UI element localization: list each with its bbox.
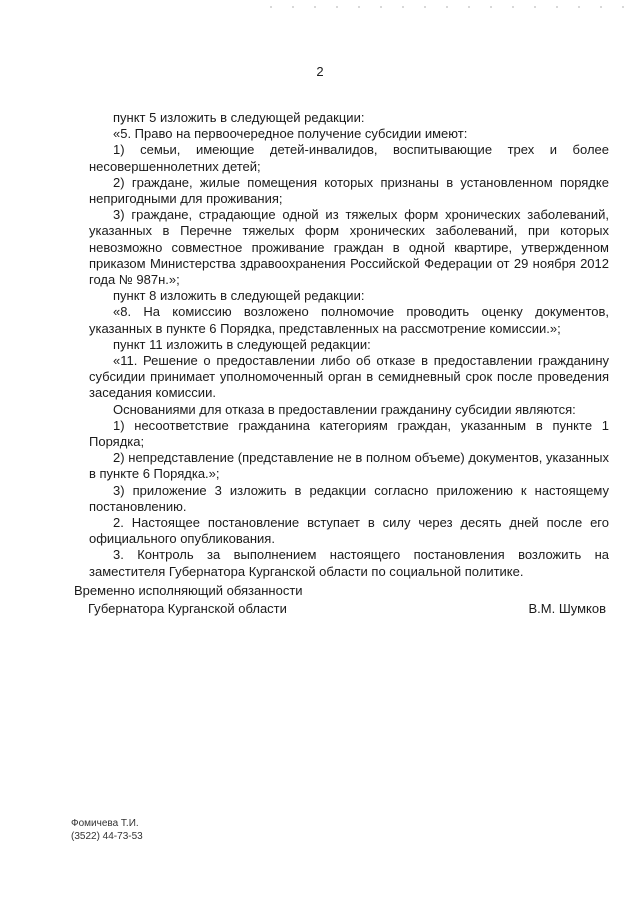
page-number: 2: [316, 64, 324, 79]
paragraph: «11. Решение о предоставлении либо об отказе в предоставлении гражданину субсидии принимает уполномоченный орган в семидневный срок после проведения заседания комиссии.: [89, 353, 609, 401]
signature-block: [74, 582, 614, 618]
paragraph: 3. Контроль за выполнением настоящего постановления возложить на заместителя Губернатора Курганской области по социальной политике.: [89, 547, 609, 579]
paragraph: 2. Настоящее постановление вступает в силу через десять дней после его официального опубликования.: [89, 515, 609, 547]
paragraph: пункт 8 изложить в следующей редакции:: [113, 288, 365, 304]
signer-name: В.М. Шумков: [528, 601, 606, 616]
scan-artifact-dots: [270, 6, 630, 8]
paragraph: «5. Право на первоочередное получение субсидии имеют:: [113, 126, 468, 142]
signer-position-line2: Губернатора Курганской области: [88, 601, 287, 616]
signer-position-line1: Временно исполняющий обязанности: [74, 583, 303, 598]
paragraph: Основаниями для отказа в предоставлении гражданину субсидии являются:: [113, 401, 576, 417]
paragraph: 3) приложение 3 изложить в редакции согласно приложению к настоящему постановлению.: [89, 482, 609, 514]
author-phone: (3522) 44-73-53: [71, 831, 143, 842]
author-info: [71, 817, 143, 843]
paragraph: 1) несоответствие гражданина категориям граждан, указанным в пункте 1 Порядка;: [89, 417, 609, 450]
paragraph: «8. На комиссию возложено полномочие проводить оценку документов, указанных в пункте 6 Порядка, представленных на рассмотрение комиссии.»;: [89, 304, 609, 336]
author-name: Фомичева Т.И.: [71, 818, 139, 829]
paragraph: пункт 5 изложить в следующей редакции:: [113, 110, 365, 125]
document-body: [89, 110, 609, 580]
paragraph: 3) граждане, страдающие одной из тяжелых форм хронических заболеваний, указанных в Перечне тяжелых форм хронических заболеваний, при которых невозможно совместное проживание граждан в одной квартире, утвержденном приказом Министерства здравоохранения Российской Федерации от 29 ноября 2012 года № 987н.»;: [89, 207, 609, 288]
paragraph: 2) граждане, жилые помещения которых признаны в установленном порядке непригодными для проживания;: [89, 174, 609, 207]
paragraph: 1) семьи, имеющие детей-инвалидов, воспитывающие трех и более несовершеннолетних детей;: [89, 142, 609, 174]
paragraph: пункт 11 изложить в следующей редакции:: [113, 336, 371, 352]
paragraph: 2) непредставление (представление не в полном объеме) документов, указанных в пункте 6 Порядка.»;: [89, 450, 609, 482]
